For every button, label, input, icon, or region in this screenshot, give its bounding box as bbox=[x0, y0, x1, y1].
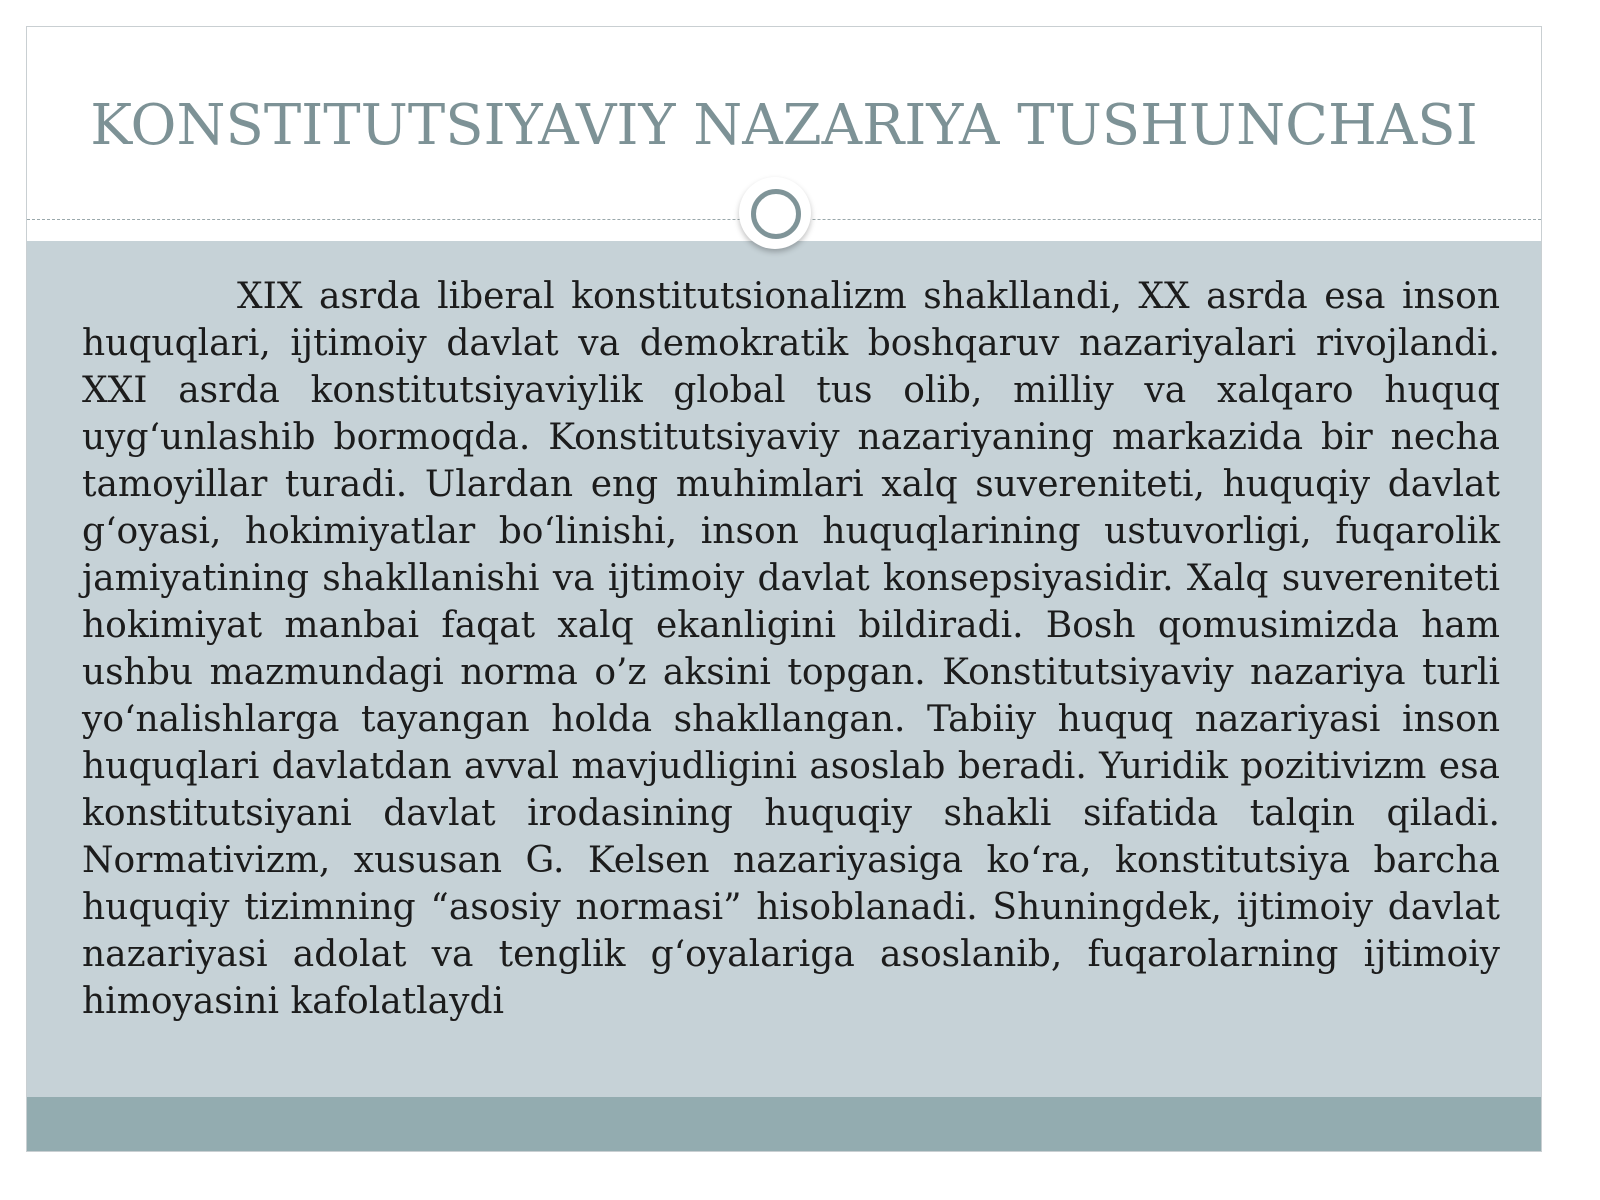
slide-title: KONSTITUTSIYAVIY NAZARIYA TUSHUNCHASI bbox=[90, 93, 1478, 158]
footer-bar bbox=[27, 1097, 1541, 1152]
slide bbox=[26, 26, 1542, 1152]
body-paragraph: XIX asrda liberal konstitutsionalizm shakllandi, XX asrda esa inson huquqlari, ijtimoiy davlat va demokratik boshqaruv nazariyalari rivojlandi. XXI asrda konstitutsiyaviylik global tus olib, milliy va xalqaro huquq uyg‘unlashib bormoqda. Konstitutsiyaviy nazariyaning markazida bir necha tamoyillar turadi. Ulardan eng muhimlari xalq suvereniteti, huquqiy davlat g‘oyasi, hokimiyatlar bo‘linishi, inson huquqlarining ustuvorligi, fuqarolik jamiyatining shakllanishi va ijtimoiy davlat konsepsiyasidir. Xalq suvereniteti hokimiyat manbai faqat xalq ekanligini bildiradi. Bosh qomusimizda ham ushbu mazmundagi norma o’z aksini topgan. Konstitutsiyaviy nazariya turli yo‘nalishlarga tayangan holda shakllangan. Tabiiy huquq nazariyasi inson huquqlari davlatdan avval mavjudligini asoslab beradi. Yuridik pozitivizm esa konstitutsiyani davlat irodasining huquqiy shakli sifatida talqin qiladi. Normativizm, xususan G. Kelsen nazariyasiga ko‘ra, konstitutsiya barcha huquqiy tizimning “asosiy normasi” hisoblanadi. Shuningdek, ijtimoiy davlat nazariyasi adolat va tenglik g‘oyalariga asoslanib, fuqarolarning ijtimoiy himoyasini kafolatlaydi bbox=[82, 276, 1500, 1022]
circle-ornament-icon bbox=[739, 177, 811, 249]
ring-icon bbox=[751, 189, 801, 239]
